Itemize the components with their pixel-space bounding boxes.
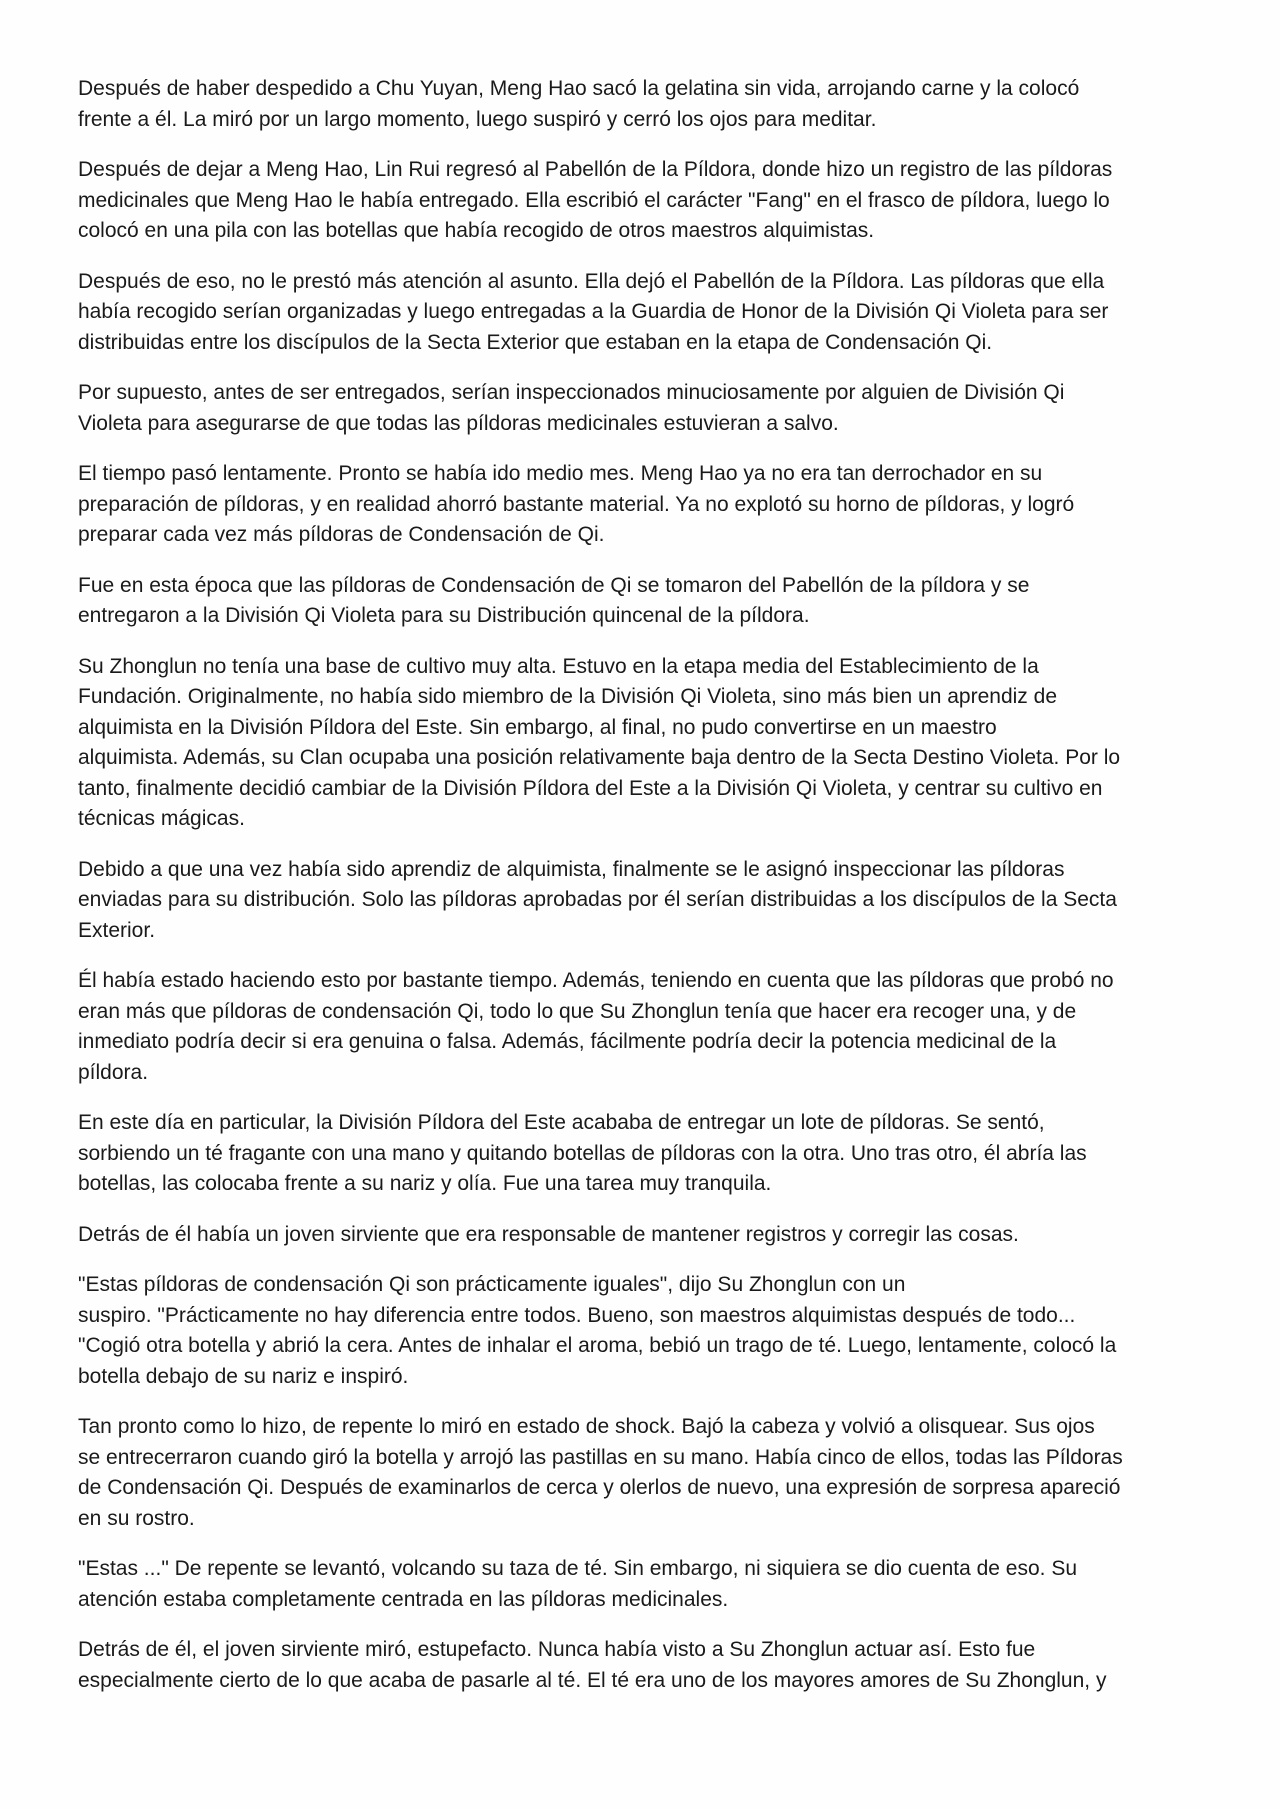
paragraph-line: colocó en una pila con las botellas que había recogido de otros maestros alquimistas. <box>78 219 875 242</box>
paragraph <box>78 966 1208 1088</box>
paragraph-line: botellas, las colocaba frente a su nariz y olía. Fue una tarea muy tranquila. <box>78 1172 772 1195</box>
paragraph <box>78 1554 1208 1615</box>
paragraph-line: Tan pronto como lo hizo, de repente lo miró en estado de shock. Bajó la cabeza y volvió a olisquear. Sus ojos <box>78 1415 1095 1438</box>
paragraph-line: Su Zhonglun no tenía una base de cultivo muy alta. Estuvo en la etapa media del Establecimiento de la <box>78 654 1039 678</box>
paragraph-line: suspiro. "Prácticamente no hay diferencia entre todos. Bueno, son maestros alquimistas después de todo... <box>78 1303 1076 1327</box>
paragraph-line: Por supuesto, antes de ser entregados, serían inspeccionados minuciosamente por alguien de División Qi <box>78 381 1065 404</box>
paragraph-line: Fue en esta época que las píldoras de Condensación de Qi se tomaron del Pabellón de la píldora y se <box>78 573 1030 597</box>
paragraph-line: Debido a que una vez había sido aprendiz de alquimista, finalmente se le asignó inspeccionar las píldoras <box>78 857 1065 881</box>
paragraph-line: alquimista en la División Píldora del Este. Sin embargo, al final, no pudo convertirse en un maestro <box>78 715 997 739</box>
paragraph-line: "Cogió otra botella y abrió la cera. Antes de inhalar el aroma, bebió un trago de té. Luego, lentamente, colocó la <box>78 1334 1117 1357</box>
paragraph-line: En este día en particular, la División Píldora del Este acababa de entregar un lote de píldoras. Se sentó, <box>78 1111 1045 1134</box>
paragraph <box>78 571 1208 632</box>
paragraph-line: Él había estado haciendo esto por bastante tiempo. Además, teniendo en cuenta que las píldoras que probó no <box>78 969 1114 992</box>
paragraph-line: alquimista. Además, su Clan ocupaba una posición relativamente baja dentro de la Secta Destino Violeta. Por lo <box>78 746 1121 769</box>
paragraph-line: eran más que píldoras de condensación Qi, todo lo que Su Zhonglun tenía que hacer era recoger una, y de <box>78 999 1077 1023</box>
paragraph-line: de Condensación Qi. Después de examinarlos de cerca y olerlos de nuevo, una expresión de sorpresa apareció <box>78 1476 1121 1499</box>
paragraph-line: Después de eso, no le prestó más atención al asunto. Ella dejó el Pabellón de la Píldora. Las píldoras que ella <box>78 269 1105 293</box>
paragraph-line: técnicas mágicas. <box>78 807 245 830</box>
paragraph <box>78 652 1208 835</box>
paragraph-line: medicinales que Meng Hao le había entregado. Ella escribió el carácter "Fang" en el frasco de píldora, luego lo <box>78 188 1110 212</box>
paragraph-line: "Estas píldoras de condensación Qi son prácticamente iguales", dijo Su Zhonglun con un <box>78 1273 906 1296</box>
paragraph <box>78 267 1208 359</box>
paragraph-line: frente a él. La miró por un largo momento, luego suspiró y cerró los ojos para meditar. <box>78 107 877 131</box>
paragraph <box>78 1270 1208 1392</box>
paragraph-line: Después de dejar a Meng Hao, Lin Rui regresó al Pabellón de la Píldora, donde hizo un registro de las píldoras <box>78 158 1113 181</box>
paragraph-line: Fundación. Originalmente, no había sido miembro de la División Qi Violeta, sino más bien un aprendiz de <box>78 685 1057 708</box>
paragraph <box>78 1108 1208 1200</box>
paragraph-line: atención estaba completamente centrada en las píldoras medicinales. <box>78 1587 729 1611</box>
paragraph-line: enviadas para su distribución. Solo las píldoras aprobadas por él serían distribuidas a los discípulos de la Secta <box>78 888 1117 911</box>
paragraph-line: píldora. <box>78 1060 149 1084</box>
paragraph-line: Detrás de él había un joven sirviente que era responsable de mantener registros y corregir las cosas. <box>78 1222 1019 1246</box>
paragraph-line: Después de haber despedido a Chu Yuyan, Meng Hao sacó la gelatina sin vida, arrojando carne y la colocó <box>78 77 1080 100</box>
paragraph-line: Detrás de él, el joven sirviente miró, estupefacto. Nunca había visto a Su Zhonglun actuar así. Esto fue <box>78 1638 1036 1661</box>
paragraph-line: entregaron a la División Qi Violeta para su Distribución quincenal de la píldora. <box>78 604 810 627</box>
paragraph <box>78 459 1208 551</box>
paragraph <box>78 855 1208 947</box>
paragraph <box>78 1635 1208 1696</box>
document-body <box>78 74 1208 1716</box>
paragraph-line: especialmente cierto de lo que acaba de pasarle al té. El té era uno de los mayores amores de Su Zhonglun, y <box>78 1668 1107 1692</box>
paragraph-line: preparación de píldoras, y en realidad ahorró bastante material. Ya no explotó su horno de píldoras, y logró <box>78 492 1075 516</box>
paragraph <box>78 1220 1208 1251</box>
paragraph-line: Violeta para asegurarse de que todas las píldoras medicinales estuvieran a salvo. <box>78 411 839 435</box>
paragraph-line: se entrecerraron cuando giró la botella y arrojó las pastillas en su mano. Había cinco de ellos, todas las Píldoras <box>78 1445 1123 1469</box>
paragraph-line: El tiempo pasó lentamente. Pronto se había ido medio mes. Meng Hao ya no era tan derrochador en su <box>78 462 1043 485</box>
paragraph <box>78 74 1208 135</box>
paragraph-line: preparar cada vez más píldoras de Condensación de Qi. <box>78 523 605 546</box>
paragraph-line: distribuidas entre los discípulos de la Secta Exterior que estaban en la etapa de Condensación Qi. <box>78 330 993 354</box>
paragraph <box>78 378 1208 439</box>
paragraph-line: inmediato podría decir si era genuina o falsa. Además, fácilmente podría decir la potencia medicinal de la <box>78 1030 1057 1053</box>
paragraph <box>78 155 1208 247</box>
paragraph-line: había recogido serían organizadas y luego entregadas a la Guardia de Honor de la División Qi Violeta para ser <box>78 300 1109 323</box>
paragraph-line: Exterior. <box>78 918 156 942</box>
paragraph-line: en su rostro. <box>78 1506 195 1530</box>
paragraph <box>78 1412 1208 1534</box>
paragraph-line: "Estas ..." De repente se levantó, volcando su taza de té. Sin embargo, ni siquiera se dio cuenta de eso. Su <box>78 1557 1078 1580</box>
paragraph-line: botella debajo de su nariz e inspiró. <box>78 1364 409 1388</box>
paragraph-line: tanto, finalmente decidió cambiar de la División Píldora del Este a la División Qi Violeta, y centrar su cultivo en <box>78 776 1103 800</box>
paragraph-line: sorbiendo un té fragante con una mano y quitando botellas de píldoras con la otra. Uno tras otro, él abría las <box>78 1141 1087 1165</box>
